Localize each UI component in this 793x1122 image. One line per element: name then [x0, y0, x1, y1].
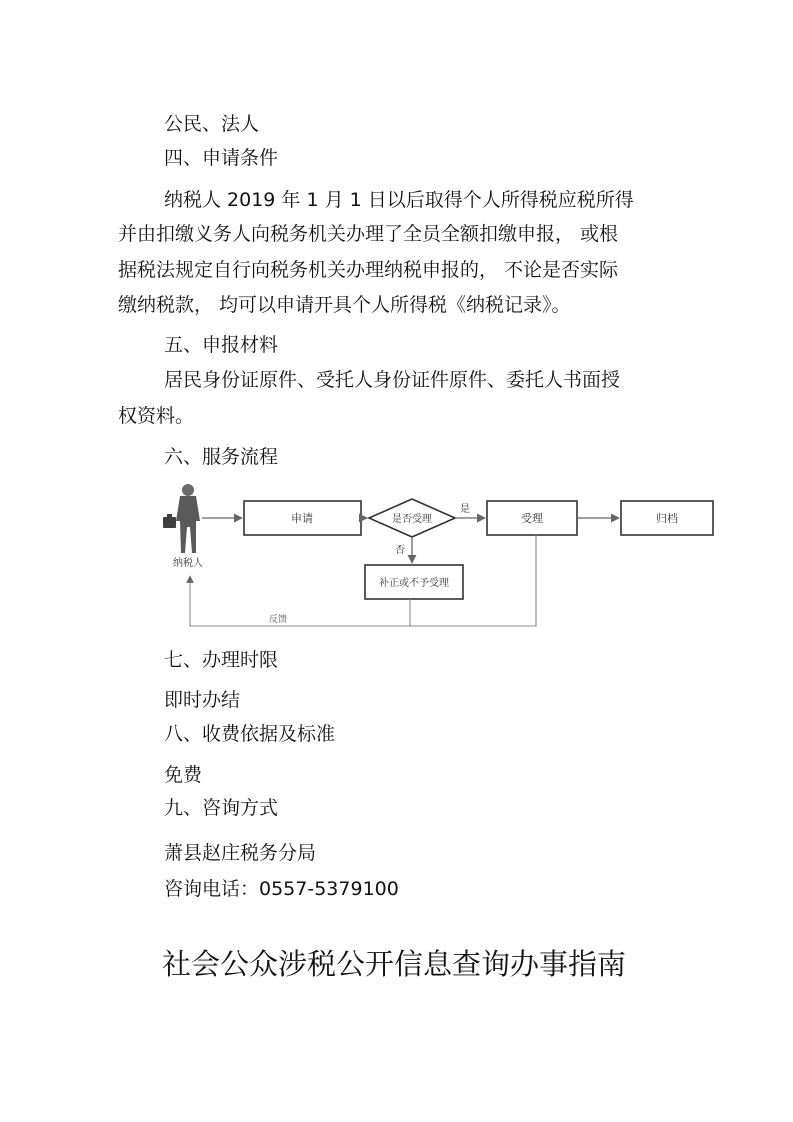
section-8-heading: 八、收费依据及标准	[164, 723, 336, 745]
feedback-line	[190, 535, 536, 626]
step-apply-label: 申请	[291, 512, 313, 525]
section-4-line-3: 据税法规定自行向税务机关办理纳税申报的， 不论是否实际	[118, 259, 619, 281]
yes-label: 是	[460, 504, 470, 515]
taxpayer-label: 纳税人	[173, 558, 203, 569]
section-5-line-2: 权资料。	[118, 405, 195, 427]
section-4-line-4: 缴纳税款， 均可以申请开具个人所得税《纳税记录》。	[118, 294, 571, 316]
step-accept-label: 受理	[521, 512, 543, 525]
applicant-value: 公民、法人	[164, 113, 260, 135]
service-flowchart	[160, 483, 760, 633]
section-7-value: 即时办结	[164, 689, 241, 711]
section-9-phone: 咨询电话：0557-5379100	[164, 878, 399, 900]
section-6-heading: 六、服务流程	[164, 446, 279, 468]
section-4-line-1: 纳税人 2019 年 1 月 1 日以后取得个人所得税应税所得	[164, 189, 634, 211]
section-9-heading: 九、咨询方式	[164, 797, 279, 819]
section-8-value: 免费	[164, 764, 203, 786]
section-9-office: 萧县赵庄税务分局	[164, 842, 317, 864]
section-7-heading: 七、办理时限	[164, 649, 279, 671]
no-label: 否	[395, 545, 405, 556]
taxpayer-icon	[163, 484, 200, 553]
step-reject-label: 补正或不予受理	[379, 578, 449, 589]
section-5-heading: 五、申报材料	[164, 334, 279, 356]
feedback-label: 反馈	[268, 615, 288, 625]
step-archive-label: 归档	[656, 512, 678, 525]
decision-label: 是否受理	[392, 514, 432, 525]
section-4-heading: 四、申请条件	[164, 147, 279, 169]
section-4-line-2: 并由扣缴义务人向税务机关办理了全员全额扣缴申报， 或根	[118, 223, 619, 245]
section-5-line-1: 居民身份证原件、受托人身份证件原件、委托人书面授	[164, 369, 621, 391]
next-guide-title: 社会公众涉税公开信息查询办事指南	[162, 947, 627, 981]
